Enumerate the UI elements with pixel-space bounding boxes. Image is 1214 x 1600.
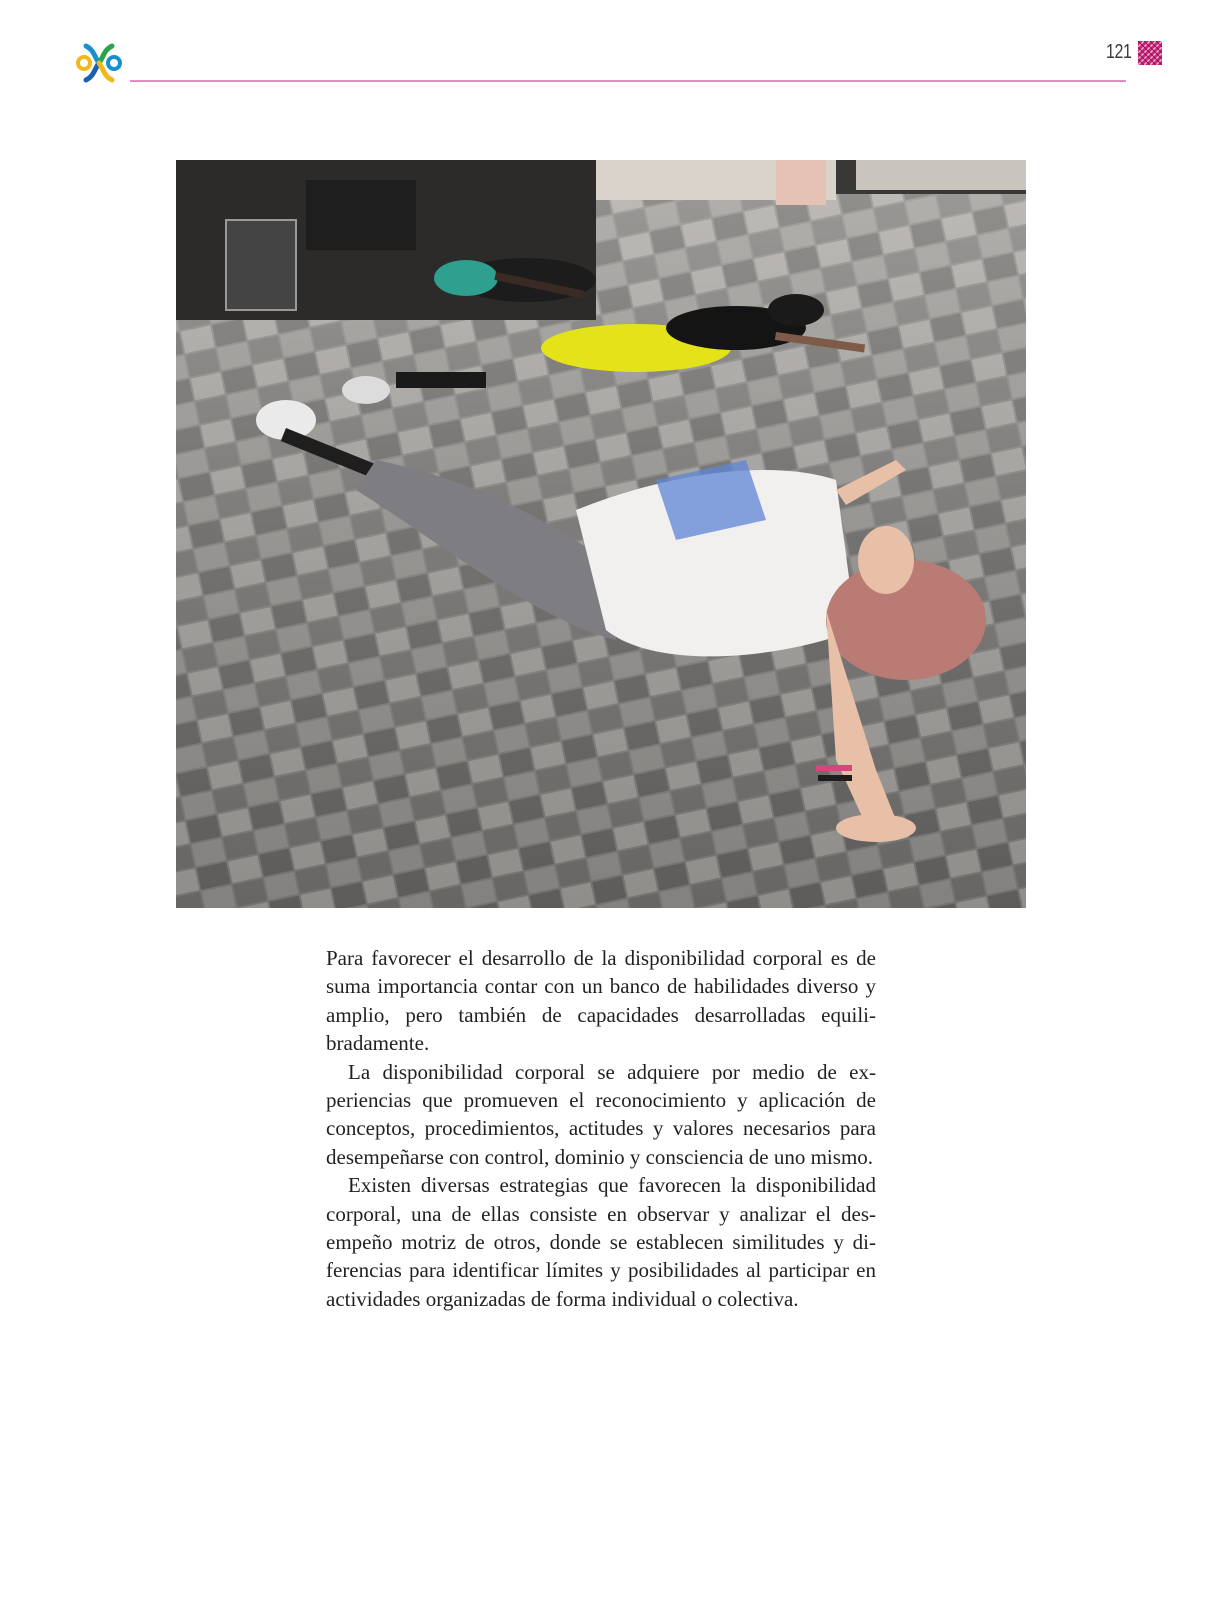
pattern-square-icon — [1138, 41, 1162, 65]
dance-practice-photo — [176, 160, 1026, 908]
body-text — [326, 944, 876, 1313]
page-number: 121 — [1106, 41, 1132, 63]
header-rule — [130, 80, 1126, 82]
knot-logo-icon — [76, 40, 122, 86]
paragraph-3: Existen diversas estrategias que favorecen la disponibilidad corporal, una de ellas consiste en observar y analizar el desempeño motriz de otros, donde se establecen similitudes y diferencias para identificar límites y posibilidades al participar en actividades organizadas de forma individual o colectiva. — [326, 1173, 876, 1311]
paragraph-2: La disponibilidad corporal se adquiere por medio de experiencias que promueven el reconocimiento y aplicación de conceptos, procedimientos, actitudes y valores necesarios para desempeñarse con control, dominio y consciencia de uno mismo. — [326, 1059, 876, 1169]
paragraph-1: Para favorecer el desarrollo de la disponibilidad corporal es de suma importancia contar con un banco de habilidades diverso y amplio, pero también de capacidades desarrolladas equilibradamente. — [326, 946, 876, 1056]
